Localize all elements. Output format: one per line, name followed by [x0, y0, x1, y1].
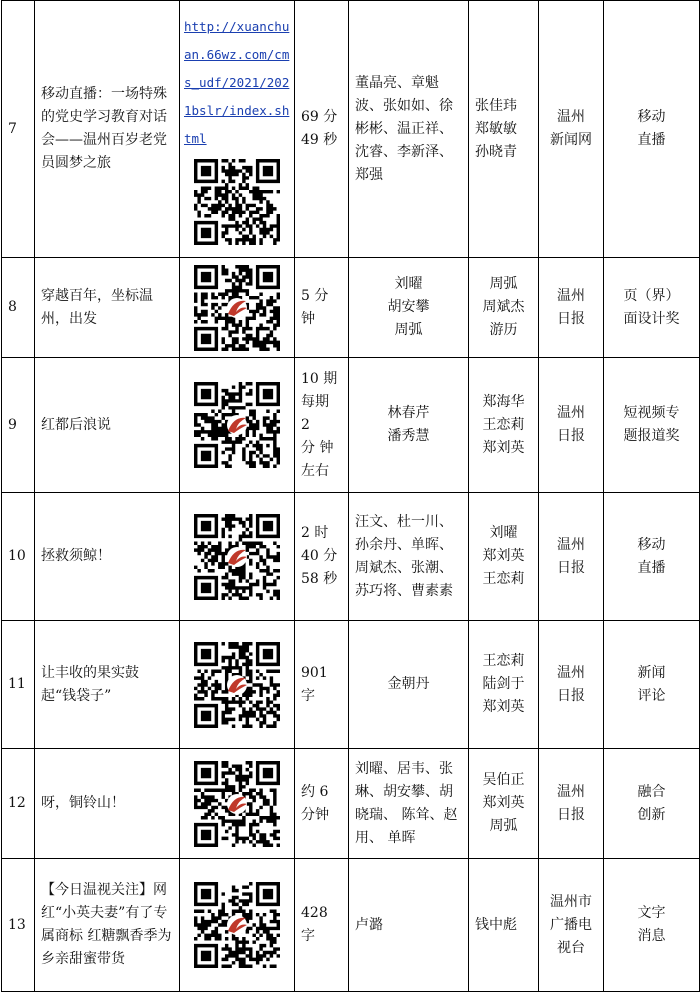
- table-row: [2, 258, 700, 358]
- publishing-unit: 温州 日报: [539, 358, 604, 493]
- award-category: 移动 直播: [604, 1, 700, 258]
- publishing-unit: 温州市 广播电 视台: [539, 859, 604, 992]
- qr-code-icon: [194, 159, 280, 245]
- link-cell: [180, 493, 295, 621]
- publishing-unit: 温州 日报: [539, 493, 604, 621]
- row-number: 9: [2, 358, 35, 493]
- award-category: 融合 创新: [604, 749, 700, 859]
- qr-code-icon: [194, 882, 280, 968]
- link-cell: [180, 1, 295, 258]
- work-length: 428 字: [295, 859, 349, 992]
- award-category: 短视频专 题报道奖: [604, 358, 700, 493]
- work-title: 红都后浪说: [35, 358, 180, 493]
- publishing-unit: 温州 日报: [539, 621, 604, 749]
- table-row: [2, 621, 700, 749]
- work-length: 69 分 49 秒: [295, 1, 349, 258]
- row-number: 7: [2, 1, 35, 258]
- link-cell: [180, 749, 295, 859]
- table-row: [2, 358, 700, 493]
- link-cell: [180, 859, 295, 992]
- qr-code-icon: [194, 514, 280, 600]
- qr-code-icon: [194, 761, 280, 847]
- work-title: 拯救须鲸！: [35, 493, 180, 621]
- authors: 金朝丹: [349, 621, 469, 749]
- work-title: 【今日温视关注】网红“小英夫妻”有了专属商标 红糖飘香季为乡亲甜蜜带货: [35, 859, 180, 992]
- editors: 钱中彪: [469, 859, 539, 992]
- work-link[interactable]: http://xuanchuan.66wz.com/cms_udf/2021/2021bslr/index.shtml: [184, 19, 290, 146]
- work-length: 2 时 40 分 58 秒: [295, 493, 349, 621]
- link-cell: [180, 358, 295, 493]
- award-category: 移动 直播: [604, 493, 700, 621]
- row-number: 12: [2, 749, 35, 859]
- link-cell: [180, 258, 295, 358]
- qr-code-icon: [194, 382, 280, 468]
- award-category: 页（界） 面设计奖: [604, 258, 700, 358]
- authors: 刘曜 胡安攀 周弧: [349, 258, 469, 358]
- award-entries-table: [1, 0, 700, 992]
- work-title: 呀，铜铃山！: [35, 749, 180, 859]
- work-length: 约 6 分钟: [295, 749, 349, 859]
- editors: 郑海华 王恋莉 郑刘英: [469, 358, 539, 493]
- authors: 卢潞: [349, 859, 469, 992]
- row-number: 8: [2, 258, 35, 358]
- editors: 张佳玮 郑敏敏 孙晓青: [469, 1, 539, 258]
- authors: 董晶亮、章魁波、张如如、徐彬彬、温正祥、沈睿、李新泽、郑强: [349, 1, 469, 258]
- editors: 王恋莉 陆剑于 郑刘英: [469, 621, 539, 749]
- table-row: [2, 859, 700, 992]
- editors: 刘曜 郑刘英 王恋莉: [469, 493, 539, 621]
- editors: 周弧 周斌杰 游历: [469, 258, 539, 358]
- authors: 刘曜、居韦、张琳、胡安攀、胡晓瑞、 陈耸、赵用、 单晖: [349, 749, 469, 859]
- row-number: 13: [2, 859, 35, 992]
- work-length: 901 字: [295, 621, 349, 749]
- award-category: 文字 消息: [604, 859, 700, 992]
- table-row: [2, 749, 700, 859]
- link-cell: [180, 621, 295, 749]
- table-row: [2, 1, 700, 258]
- row-number: 10: [2, 493, 35, 621]
- authors: 汪文、杜一川、孙余丹、单晖、周斌杰、张潮、苏巧将、曹素素: [349, 493, 469, 621]
- work-title: 穿越百年，坐标温州，出发: [35, 258, 180, 358]
- qr-code-icon: [194, 265, 280, 351]
- table-row: [2, 493, 700, 621]
- publishing-unit: 温州 新闻网: [539, 1, 604, 258]
- work-title: 让丰收的果实鼓起“钱袋子”: [35, 621, 180, 749]
- work-length: 10 期 每期 2 分 钟 左右: [295, 358, 349, 493]
- editors: 吴伯正 郑刘英 周弧: [469, 749, 539, 859]
- work-length: 5 分钟: [295, 258, 349, 358]
- publishing-unit: 温州 日报: [539, 258, 604, 358]
- row-number: 11: [2, 621, 35, 749]
- publishing-unit: 温州 日报: [539, 749, 604, 859]
- qr-code-icon: [194, 642, 280, 728]
- award-category: 新闻 评论: [604, 621, 700, 749]
- work-title: 移动直播：一场特殊的党史学习教育对话会——温州百岁老党员圆梦之旅: [35, 1, 180, 258]
- authors: 林春芹 潘秀慧: [349, 358, 469, 493]
